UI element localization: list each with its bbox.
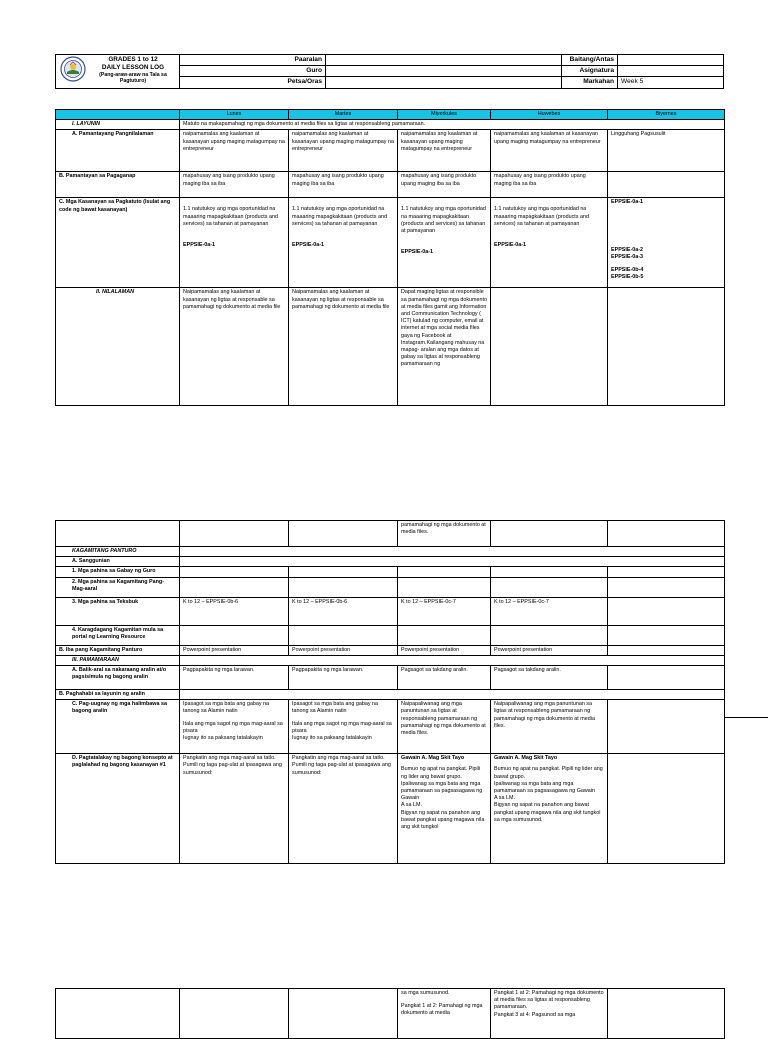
pamamaraan-label: III. PAMAMARAAN (56, 655, 180, 665)
gg-lunes (180, 567, 289, 577)
pt-biyernes (608, 754, 725, 864)
pt-miyerkules (398, 754, 491, 864)
kk-biyernes (608, 625, 725, 645)
pag-uugnay-label: C. Pag-uugnay ng mga halimbawa sa bagong aralin (56, 700, 180, 754)
pamantayan-pagaganap-label: B. Pamantayan sa Pagaganap (56, 172, 180, 198)
kk-huwebes (491, 625, 608, 645)
stray-rule (724, 717, 768, 718)
nil-miyerkules: Dapat maging ligtas at responsible sa pamamahagi ng mga dokumento at media files gamit ang Information and Communication Technology ( ICT) katulad ng computer, email at internet at mga social media files gaya ng Facebook at Instagram.Kailangang mahusay na mapag- aralan ang mga datos at gabay sa ligtas at responsableng pamamaraan ng (398, 288, 491, 406)
ks-huwebes (491, 198, 608, 288)
pt-huwebes-title: Gawain A. Mag Skit Tayo (494, 755, 558, 762)
kagamitang-panturo-label: KAGAMITANG PANTURO (56, 547, 180, 557)
ks-miyerkules-code: EPPSIE-0a-1 (401, 249, 434, 256)
t3-label (56, 989, 180, 1039)
ks-huwebes-text: 1.1 natutukoy ang mga oportunidad na maaaring mapagkakitaan (products and services) sa tahanan at pamayanan (494, 206, 589, 227)
tb-martes: K to 12 – EPPSIE-0b-6 (289, 597, 398, 625)
pt-huwebes-body: Bumuo ng apat na pangkat. Pipili ng lider ang bawat grupo. Ipaliwanag sa mga bata ang mga pamamaraan sa pagsasagawa ng Gawain A sa LM. Bigyan ng sapat na panahon ang bawat pangkat upang magawa nila ang skit tungkol sa mga sumusunod. (494, 766, 603, 823)
ba-martes: Pagpapakita ng mga larawan. (289, 666, 398, 690)
nil-martes: Naipamamalas ang kaalaman at kasanayan ng ligtas at responsable sa pamamahagi ng dokumento at media file (289, 288, 398, 406)
ib-miyerkules: Powerpoint presentation (398, 645, 491, 655)
t3-biyernes (608, 989, 725, 1039)
ks-biyernes-code-3: EPPSIE-0a-3 (611, 253, 644, 260)
markahan-label: Markahan (562, 77, 618, 89)
gabay-guro-label: 1. Mga pahina sa Gabay ng Guro (56, 567, 180, 577)
t3-lunes (180, 989, 289, 1039)
sanggunian-row (180, 557, 725, 567)
t3-miyerkules-2: Pangkat 1 at 2: Pamahagi ng mga dokumento at media (401, 1003, 483, 1017)
cont-miyerkules: pamamahagi ng mga dokumento at media files. (398, 521, 491, 547)
pagtatalakay-label: D. Pagtatalakay ng bagong konsepto at paglalahad ng bagong kasanayan #1 (56, 754, 180, 864)
ib-biyernes (608, 645, 725, 655)
kk-lunes (180, 625, 289, 645)
paghahabi-label: B. Paghahabi sa layunin ng aralin (56, 690, 180, 700)
baitang-value[interactable] (618, 55, 724, 66)
pu-martes (289, 700, 398, 754)
pu-lunes-3: Iugnay ito sa paksang tatalakayin (183, 735, 263, 742)
pamamaraan-row (180, 655, 725, 665)
week-value: Week 5 (618, 77, 724, 89)
asignatura-value[interactable] (618, 66, 724, 77)
ks-biyernes-code-4: EPPSIE-0b-4 (611, 267, 644, 274)
pp-huwebes: naipamamalas ang kaalaman at kasanayan upang maging matagumpay na entrepreneur (491, 130, 608, 172)
gg-biyernes (608, 567, 725, 577)
kagamitang-mag-aaral-label: 2. Mga pahina sa Kagamitang Pang-Mag-aaral (56, 577, 180, 597)
day-header-huwebes: Huwebes (491, 110, 608, 120)
paaralan-value[interactable] (326, 55, 562, 66)
day-header-miyerkules: Miyerkules (398, 110, 491, 120)
ib-martes: Powerpoint presentation (289, 645, 398, 655)
ba-lunes: Pagpapakita ng mga larawan. (180, 666, 289, 690)
pp-biyernes: Lingguhang Pagsusulit (608, 130, 725, 172)
ks-biyernes-code-5: EPPSIE-0b-5 (611, 274, 644, 281)
ks-martes (289, 198, 398, 288)
pt-martes: Pangkatin ang mga mag-aaral sa tatlo. Pumili ng taga pag-ulat at ipasagawa ang sumusunod: (289, 754, 398, 864)
title-dll: DAILY LESSON LOG (101, 64, 165, 71)
karagdagang-kagamitan-label: 4. Karagdagang Kagamitan mula sa portal ng Learning Resource (56, 625, 180, 645)
pg-huwebes: mapahusay ang isang produkto upang maging iba sa iba (491, 172, 608, 198)
pp-martes: naipamamalas ang kaalaman at kasanayan upang maging matagumpay na entrepreneur (289, 130, 398, 172)
ks-martes-code: EPPSIE-0a-1 (292, 242, 325, 249)
lesson-table-1 (55, 109, 725, 406)
pp-miyerkules: naipamamalas ang kaalaman at kasanayan upang maging matagumpay na entrepreneur (398, 130, 491, 172)
title-subtitle: (Pang-araw-araw na Tala sa Pagtuturo) (99, 72, 167, 84)
ks-lunes (180, 198, 289, 288)
t3-miyerkules-1: sa mga sumusunod. (401, 990, 450, 996)
km-miyerkules (398, 577, 491, 597)
ks-lunes-text: 1.1 natutukoy ang mga oportunidad na maaaring mapagkakitaan (products and services) sa tahanan at pamayanan (183, 206, 278, 227)
pt-miyerkules-title: Gawain A. Mag Skit Tayo (401, 755, 465, 762)
tb-lunes: K to 12 – EPPSIE-0b-6 (180, 597, 289, 625)
pp-lunes: naipamamalas ang kaalaman at kasanayan upang maging matagumpay na entrepreneur (180, 130, 289, 172)
pt-huwebes (491, 754, 608, 864)
lesson-table-2 (55, 520, 725, 864)
layunin-text: Matuto na makapamahagi ng mga dokumento at media files sa ligtas at responsableng pamamaraan. (180, 120, 725, 130)
paghahabi-row (180, 690, 725, 700)
gg-huwebes (491, 567, 608, 577)
pt-lunes: Pangkatin ang mga mag-aaral sa tatlo. Pumili ng taga pag-ulat at ipasagawa ang sumusunod: (180, 754, 289, 864)
ib-lunes: Powerpoint presentation (180, 645, 289, 655)
km-biyernes (608, 577, 725, 597)
gg-miyerkules (398, 567, 491, 577)
paaralan-label: Paaralan (180, 55, 326, 66)
nil-huwebes (491, 288, 608, 406)
km-martes (289, 577, 398, 597)
km-huwebes (491, 577, 608, 597)
day-header-blank (56, 110, 180, 120)
kagamitang-panturo-row (180, 547, 725, 557)
sanggunian-label: A. Sanggunian (56, 557, 180, 567)
ks-miyerkules (398, 198, 491, 288)
tb-biyernes (608, 597, 725, 625)
ks-miyerkules-text: 1.1 natutukoy ang mga oportunidad na maaaring mapagkakitaan (products and services) sa tahanan at pamayanan (401, 206, 486, 235)
pamantayang-pangnilalaman-label: A. Pamantayang Pangnilalaman (56, 130, 180, 172)
ks-martes-text: 1.1 natutukoy ang mga oportunidad na maaaring mapagkakitaan (products and services) sa tahanan at pamayanan (292, 206, 387, 227)
kk-miyerkules (398, 625, 491, 645)
gg-martes (289, 567, 398, 577)
teksbuk-label: 3. Mga pahina sa Teksbuk (56, 597, 180, 625)
baitang-label: Baitang/Antas (562, 55, 618, 66)
layunin-label: I. LAYUNIN (56, 120, 180, 130)
lesson-table-3 (55, 988, 725, 1039)
ks-biyernes-code-2: EPPSIE-0a-2 (611, 246, 644, 253)
pu-martes-3: Iugnay ito sa paksang tatalakayin (292, 735, 372, 742)
nil-biyernes (608, 288, 725, 406)
ks-huwebes-code: EPPSIE-0a-1 (494, 242, 527, 249)
petsa-value[interactable] (326, 77, 562, 89)
day-header-lunes: Lunes (180, 110, 289, 120)
pu-lunes-2: Itala ang mga sagot ng mga mag-aaral sa pisara (183, 720, 283, 734)
kasanayan-label: C. Mga Kasanayan sa Pagkatuto (Isulat ang code ng bawat kasanayan) (56, 198, 180, 288)
cont-martes (289, 521, 398, 547)
pt-miyerkules-body: Bumuo ng apat na pangkat. Pipili ng lider ang bawat grupo. Ipaliwanag sa mga bata ang mga pamamaraan sa pagsasagawa ng Gawain A sa LM. Bigyan ng sapat na panahon ang bawat pangkat upang magawa nila ang skit tungkol (401, 766, 485, 831)
cont-lunes (180, 521, 289, 547)
t3-huwebes: Pangkat 1 at 2: Pamahagi ng mga dokumento at media files sa ligtas at responsableng pamamaraan. Pangkat 3 at 4: Pagsunod sa mga (491, 989, 608, 1039)
ba-biyernes (608, 666, 725, 690)
pu-huwebes: Naipapaliwanag ang mga panuntunan sa ligtas at responsableng pamamaraan ng pamamahagi ng mga dokumento at media files. (491, 700, 608, 754)
ks-biyernes-code-1: EPPSIE-0a-1 (611, 199, 644, 206)
pu-biyernes (608, 700, 725, 754)
pu-martes-2: Itala ang mga sagot ng mga mag-aaral sa pisara (292, 720, 392, 734)
ba-huwebes: Pagsagot sa takdang aralin. (491, 666, 608, 690)
cont-biyernes (608, 521, 725, 547)
cont-huwebes (491, 521, 608, 547)
title-grades: GRADES 1 to 12 (108, 56, 158, 63)
pu-martes-1: Ipasagot sa mga bata ang gabay na tanong sa Alamin natin (292, 701, 379, 715)
tb-huwebes: K to 12 – EPPSIE-0c-7 (491, 597, 608, 625)
guro-label: Guro (180, 66, 326, 77)
petsa-label: Petsa/Oras (180, 77, 326, 89)
title-cell (56, 55, 180, 89)
pg-lunes: mapahusay ang isang produkto upang maging iba sa iba (180, 172, 289, 198)
ks-lunes-code: EPPSIE-0a-1 (183, 242, 216, 249)
day-header-martes: Martes (289, 110, 398, 120)
pu-lunes (180, 700, 289, 754)
asignatura-label: Asignatura (562, 66, 618, 77)
nilalaman-label: II. NILALAMAN (56, 288, 180, 406)
ib-huwebes: Powerpoint presentation (491, 645, 608, 655)
iba-pang-kagamitan-label: B. Iba pang Kagamitang Panturo (56, 645, 180, 655)
pg-biyernes (608, 172, 725, 198)
nil-lunes: Naipamamalas ang kaalaman at kasanayan ng ligtas at responsable sa pamamahagi ng dokumento at media file (180, 288, 289, 406)
ks-biyernes (608, 198, 725, 288)
tb-miyerkules: K to 12 – EPPSIE-0c-7 (398, 597, 491, 625)
kk-martes (289, 625, 398, 645)
day-header-biyernes: Biyernes (608, 110, 725, 120)
t3-miyerkules (398, 989, 491, 1039)
ba-miyerkules: Pagsagot sa takdang aralin. (398, 666, 491, 690)
dll-header-table (55, 54, 724, 89)
t3-martes (289, 989, 398, 1039)
balik-aral-label: A. Balik-aral sa nakaraang aralin at/o pagsisimula ng bagong aralin (56, 666, 180, 690)
guro-value[interactable] (326, 66, 562, 77)
km-lunes (180, 577, 289, 597)
pu-miyerkules: Naipapaliwanag ang mga panuntunan sa ligtas at responsableng pamamaraan ng pamamahagi ng mga dokumento at media files. (398, 700, 491, 754)
cont-label (56, 521, 180, 547)
pg-martes: mapahusay ang isang produkto upang maging iba sa iba (289, 172, 398, 198)
pu-lunes-1: Ipasagot sa mga bata ang gabay na tanong sa Alamin natin (183, 701, 270, 715)
pg-miyerkules: mapahusay ang isang produkto upang maging iba sa iba (398, 172, 491, 198)
